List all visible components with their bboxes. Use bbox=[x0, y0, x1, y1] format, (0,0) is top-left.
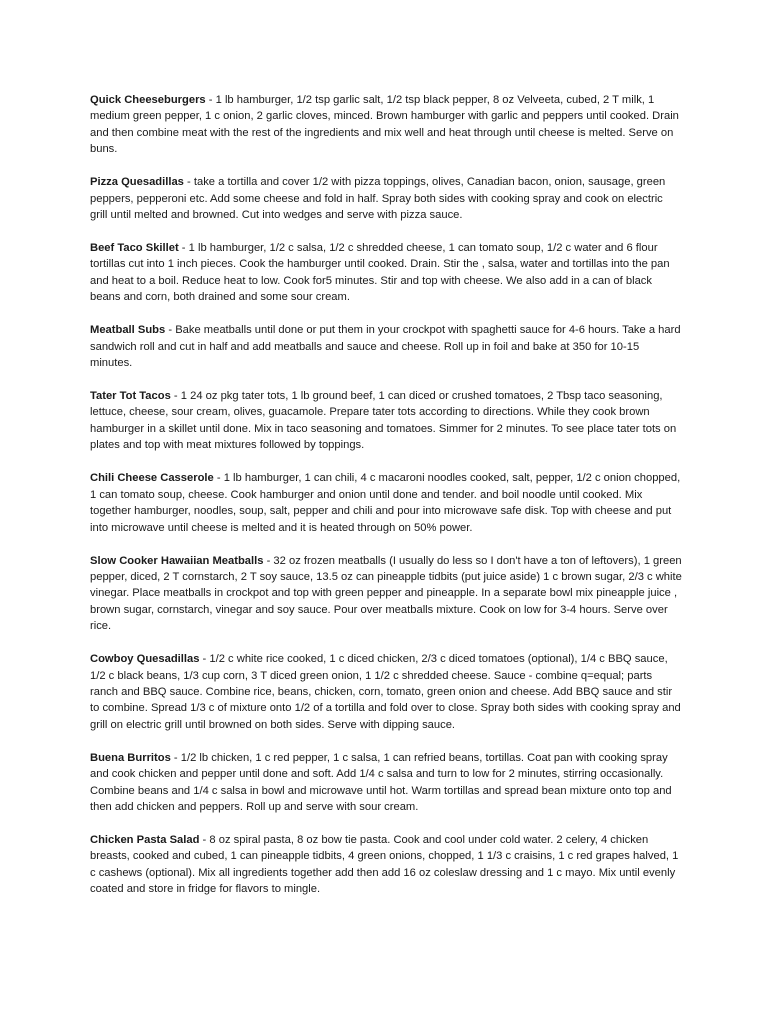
recipe-body: 1 lb hamburger, 1 can chili, 4 c macaroni noodles cooked, salt, pepper, 1/2 c onion chopped, 1 can tomato soup, cheese. Cook hamburger and onion until done and tender. and boil noodle until cooked. Mix together hamburger, noodles, soup, salt, pepper and chili and pour into microwave safe disk. Top with cheese and put into microwave until cheese is melted and it is heated through on 50% power. bbox=[90, 472, 681, 534]
recipe-quick-cheeseburgers bbox=[90, 92, 682, 158]
recipe-title: Cowboy Quesadillas bbox=[90, 653, 200, 666]
recipe-title: Slow Cooker Hawaiian Meatballs bbox=[90, 554, 264, 567]
recipe-beef-taco-skillet bbox=[90, 240, 682, 306]
recipe-list bbox=[90, 92, 682, 914]
recipe-meatball-subs bbox=[90, 322, 682, 371]
recipe-title: Beef Taco Skillet bbox=[90, 242, 179, 255]
recipe-separator: - bbox=[165, 324, 176, 337]
recipe-title: Chicken Pasta Salad bbox=[90, 833, 200, 846]
recipe-body: 1 lb hamburger, 1/2 c salsa, 1/2 c shredded cheese, 1 can tomato soup, 1/2 c water and 6 flour tortillas cut into 1 inch pieces. Cook the hamburger until cooked. Drain. Stir the , salsa, water and tortillas into the pan and heat to a boil. Reduce heat to low. Cook for5 minutes. Stir and top with cheese. We also add in a can of black beans and corn, both drained and some sour cream. bbox=[90, 242, 670, 304]
recipe-title: Buena Burritos bbox=[90, 751, 171, 764]
recipe-body: 1/2 c white rice cooked, 1 c diced chicken, 2/3 c diced tomatoes (optional), 1/4 c BBQ sauce, 1/2 c black beans, 1/3 cup corn, 3 T diced green onion, 1 1/2 c shredded cheese. Sauce - combine q=equal; parts ranch and BBQ sauce. Combine rice, beans, chicken, corn, tomato, green onion and cheese. Add BBQ sauce and stir to combine. Spread 1/3 c of mixture onto 1/2 of a tortilla and fold over to close. Spray both sides with cooking spray and grill on electric grill until browned on both sides. Serve with dipping sauce. bbox=[90, 653, 681, 731]
recipe-body: 32 oz frozen meatballs (I usually do less so I don't have a ton of leftovers), 1 green pepper, diced, 2 T cornstarch, 2 T soy sauce, 13.5 oz can pineapple tidbits (put juice aside) 1 c brown sugar, 2/3 c white vinegar. Place meatballs in crockpot and top with green pepper and pineapple. In a separate bowl mix pineapple juice , brown sugar, cornstarch, vinegar and soy sauce. Pour over meatballs mixture. Cook on low for 3-4 hours. Serve over rice. bbox=[90, 554, 682, 633]
recipe-separator: - bbox=[199, 833, 210, 846]
recipe-buena-burritos bbox=[90, 750, 682, 816]
recipe-title: Meatball Subs bbox=[90, 324, 166, 337]
recipe-title: Chili Cheese Casserole bbox=[90, 472, 214, 485]
recipe-separator: - bbox=[213, 472, 224, 485]
recipe-title: Tater Tot Tacos bbox=[90, 390, 171, 403]
recipe-separator: - bbox=[199, 653, 210, 666]
recipe-body: 1/2 lb chicken, 1 c red pepper, 1 c salsa, 1 can refried beans, tortillas. Coat pan with cooking spray and cook chicken and pepper until done and soft. Add 1/4 c salsa and turn to low for 2 minutes, stirring occasionally. Combine beans and 1/4 c salsa in bowl and microwave until hot. Warm tortillas and spread bean mixture onto top and then add chicken and peppers. Roll up and serve with sour cream. bbox=[90, 751, 672, 813]
recipe-chicken-pasta-salad bbox=[90, 832, 682, 898]
recipe-body: Bake meatballs until done or put them in your crockpot with spaghetti sauce for 4-6 hours. Take a hard sandwich roll and cut in half and add meatballs and sauce and cheese. Roll up in foil and bake at 350 for 10-15 minutes. bbox=[90, 324, 681, 370]
recipe-body: 1 lb hamburger, 1/2 tsp garlic salt, 1/2 tsp black pepper, 8 oz Velveeta, cubed, 2 T milk, 1 medium green pepper, 1 c onion, 2 garlic cloves, minced. Brown hamburger with garlic and peppers until cooked. Drain and then combine meat with the rest of the ingredients and mix well and heat through until cheese is melted. Serve on buns. bbox=[90, 94, 679, 156]
recipe-separator: - bbox=[170, 751, 181, 764]
recipe-separator: - bbox=[178, 242, 189, 255]
recipe-body: 1 24 oz pkg tater tots, 1 lb ground beef, 1 can diced or crushed tomatoes, 2 Tbsp taco seasoning, lettuce, cheese, sour cream, olives, guacamole. Prepare tater tots according to directions. While they cook brown hamburger in a skillet until done. Mix in taco seasoning and tomatoes. Simmer for 2 minutes. To see place tater tots on plates and top with meat mixtures followed by toppings. bbox=[90, 390, 677, 452]
recipe-body: take a tortilla and cover 1/2 with pizza toppings, olives, Canadian bacon, onion, sausage, green peppers, pepperoni etc. Add some cheese and fold in half. Spray both sides with cooking spray and cook on electric grill until melted and browned. Cut into wedges and serve with pizza sauce. bbox=[90, 176, 666, 222]
recipe-separator: - bbox=[170, 390, 181, 403]
recipe-separator: - bbox=[205, 94, 216, 106]
recipe-pizza-quesadillas bbox=[90, 174, 682, 223]
recipe-cowboy-quesadillas bbox=[90, 651, 682, 733]
recipe-separator: - bbox=[263, 554, 274, 567]
recipe-separator: - bbox=[183, 176, 194, 189]
recipe-tater-tot-tacos bbox=[90, 388, 682, 454]
recipe-chili-cheese-casserole bbox=[90, 470, 682, 536]
recipe-title: Pizza Quesadillas bbox=[90, 176, 184, 189]
recipe-body: 8 oz spiral pasta, 8 oz bow tie pasta. Cook and cool under cold water. 2 celery, 4 chicken breasts, cooked and cubed, 1 can pineapple tidbits, 4 green onions, chopped, 1 1/3 c craisins, 1 c red grapes halved, 1 c cashews (optional). Mix all ingredients together add then add 16 oz coleslaw dressing and 1 c mayo. Mix until evenly coated and store in fridge for flavors to mingle. bbox=[90, 833, 679, 896]
recipe-title: Quick Cheeseburgers bbox=[90, 94, 206, 106]
recipe-slow-cooker-hawaiian-meatballs bbox=[90, 553, 682, 635]
